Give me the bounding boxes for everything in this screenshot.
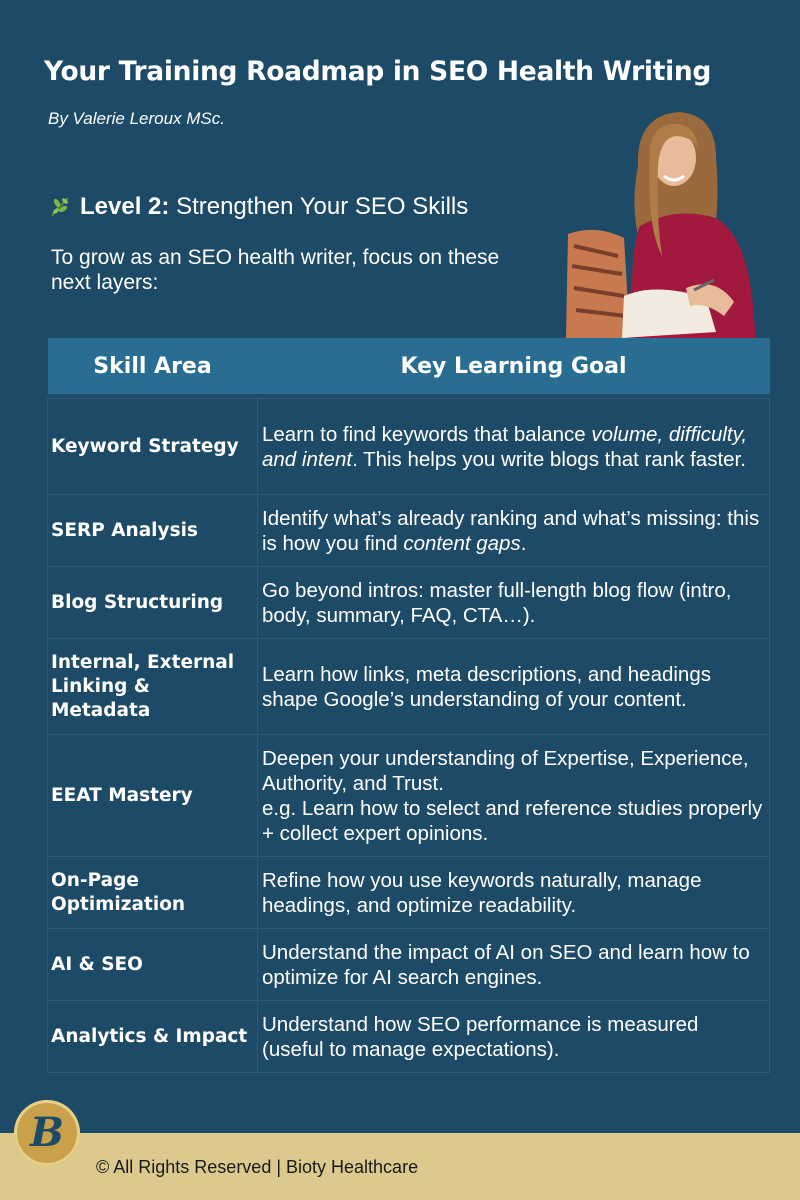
skill-area-cell: AI & SEO <box>48 929 258 1001</box>
page-title: Your Training Roadmap in SEO Health Writing <box>44 56 712 87</box>
skill-area-cell: Analytics & Impact <box>48 1001 258 1073</box>
table-row <box>48 929 770 1001</box>
author-byline: By Valerie Leroux MSc. <box>48 109 225 128</box>
skills-table <box>47 338 770 1073</box>
level-label: Level 2: <box>80 193 170 220</box>
table-header-row <box>48 338 770 394</box>
column-header-learning-goal: Key Learning Goal <box>258 338 770 394</box>
level-heading <box>48 193 468 221</box>
table-row <box>48 735 770 857</box>
learning-goal-cell: Deepen your understanding of Expertise, Experience, Authority, and Trust. e.g. Learn how to select and reference studies properly + collect expert opinions. <box>258 735 770 857</box>
skill-area-cell: Keyword Strategy <box>48 399 258 495</box>
intro-text: To grow as an SEO health writer, focus on these next layers: <box>51 246 500 294</box>
learning-goal-cell: Understand the impact of AI on SEO and learn how to optimize for AI search engines. <box>258 929 770 1001</box>
learning-goal-cell: Learn to find keywords that balance volume, difficulty, and intent. This helps you write blogs that rank faster. <box>258 399 770 495</box>
learning-goal-cell: Understand how SEO performance is measured (useful to manage expectations). <box>258 1001 770 1073</box>
level-title: Strengthen Your SEO Skills <box>176 193 469 220</box>
skill-area-cell: Internal, External Linking & Metadata <box>48 639 258 735</box>
learning-goal-cell: Refine how you use keywords naturally, manage headings, and optimize readability. <box>258 857 770 929</box>
table-row <box>48 399 770 495</box>
skill-area-cell: SERP Analysis <box>48 495 258 567</box>
table-row <box>48 857 770 929</box>
brand-logo <box>14 1100 80 1166</box>
table-row <box>48 567 770 639</box>
learning-goal-cell: Learn how links, meta descriptions, and headings shape Google’s understanding of your content. <box>258 639 770 735</box>
skill-area-cell: On-Page Optimization <box>48 857 258 929</box>
table-row <box>48 639 770 735</box>
table-row <box>48 1001 770 1073</box>
copyright-text: © All Rights Reserved | Bioty Healthcare <box>96 1157 419 1177</box>
learning-goal-cell: Go beyond intros: master full-length blog flow (intro, body, summary, FAQ, CTA…). <box>258 567 770 639</box>
logo-letter: B <box>30 1108 64 1156</box>
skill-area-cell: EEAT Mastery <box>48 735 258 857</box>
leaf-icon <box>48 195 72 219</box>
column-header-skill-area: Skill Area <box>48 338 258 394</box>
table-row <box>48 495 770 567</box>
learning-goal-cell: Identify what’s already ranking and what’s missing: this is how you find content gaps. <box>258 495 770 567</box>
author-photo <box>566 106 770 338</box>
skill-area-cell: Blog Structuring <box>48 567 258 639</box>
